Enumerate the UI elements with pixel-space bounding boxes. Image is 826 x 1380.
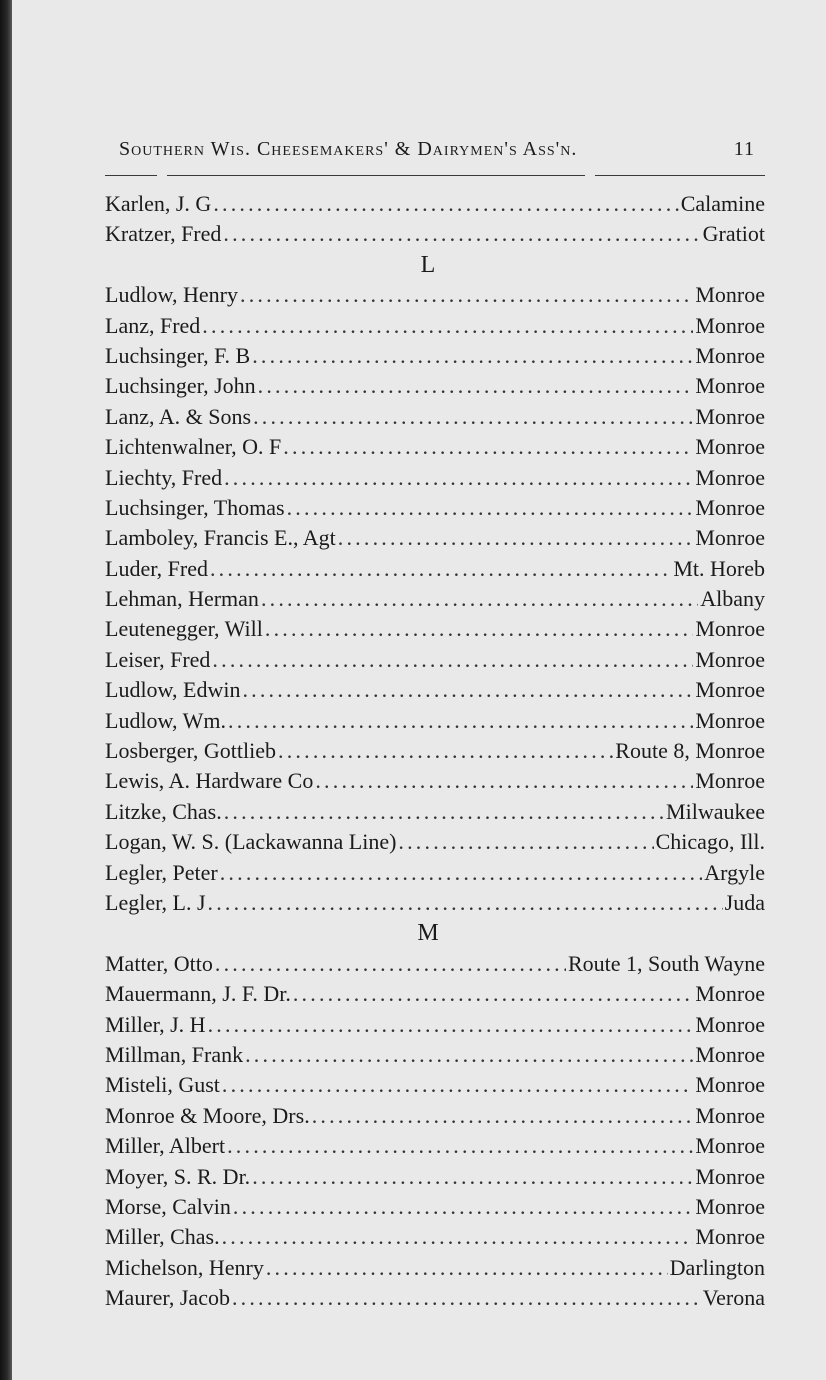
member-name: Ludlow, Edwin bbox=[105, 677, 241, 703]
list-item bbox=[105, 371, 765, 401]
section-letter: L bbox=[420, 251, 436, 278]
member-name: Ludlow, Henry bbox=[105, 282, 238, 308]
list-item bbox=[105, 584, 765, 614]
dot-leader bbox=[242, 675, 693, 705]
member-location: Monroe bbox=[695, 677, 765, 703]
member-name: Miller, J. H bbox=[105, 1011, 206, 1037]
member-name: Lehman, Herman bbox=[105, 586, 259, 612]
dot-leader bbox=[252, 341, 693, 371]
list-item bbox=[105, 280, 765, 310]
book-spine-edge bbox=[0, 0, 12, 1380]
dot-leader bbox=[398, 827, 653, 857]
dot-leader bbox=[208, 1010, 694, 1040]
member-name: Losberger, Gottlieb bbox=[105, 738, 277, 764]
dot-leader bbox=[240, 280, 693, 310]
dot-leader bbox=[245, 1040, 693, 1070]
member-location: Monroe bbox=[695, 1011, 765, 1037]
member-name: Lewis, A. Hardware Co bbox=[105, 768, 314, 794]
dot-leader bbox=[278, 736, 613, 766]
dot-leader bbox=[315, 766, 693, 796]
member-location: Monroe bbox=[695, 282, 765, 308]
member-name: Luchsinger, John bbox=[105, 373, 256, 399]
list-item bbox=[105, 1192, 765, 1222]
member-name: Moyer, S. R. Dr. bbox=[105, 1163, 251, 1189]
dot-leader bbox=[258, 371, 694, 401]
dot-leader bbox=[224, 463, 693, 493]
member-name: Mauermann, J. F. Dr. bbox=[105, 981, 291, 1007]
list-item bbox=[105, 493, 765, 523]
member-location: Monroe bbox=[695, 616, 765, 642]
member-location: Chicago, Ill. bbox=[655, 829, 765, 855]
list-item bbox=[105, 827, 765, 857]
member-location: Monroe bbox=[695, 403, 765, 429]
page-number: 11 bbox=[733, 138, 755, 160]
member-list bbox=[105, 189, 765, 1313]
list-item bbox=[105, 1283, 765, 1313]
member-name: Lanz, A. & Sons bbox=[105, 403, 252, 429]
dot-leader bbox=[233, 1192, 693, 1222]
list-item bbox=[105, 463, 765, 493]
dot-leader bbox=[252, 1162, 693, 1192]
member-location: Monroe bbox=[695, 768, 765, 794]
member-location: Verona bbox=[702, 1285, 765, 1311]
list-item bbox=[105, 1253, 765, 1283]
member-name: Miller, Chas. bbox=[105, 1224, 220, 1250]
list-item bbox=[105, 341, 765, 371]
dot-leader bbox=[287, 493, 694, 523]
member-name: Lanz, Fred bbox=[105, 312, 201, 338]
member-name: Luchsinger, F. B bbox=[105, 342, 251, 368]
dot-leader bbox=[223, 219, 700, 249]
member-location: Monroe bbox=[695, 1102, 765, 1128]
list-item bbox=[105, 736, 765, 766]
member-location: Monroe bbox=[695, 981, 765, 1007]
dot-leader bbox=[228, 706, 693, 736]
list-item bbox=[105, 402, 765, 432]
list-item bbox=[105, 949, 765, 979]
header-rule bbox=[105, 175, 765, 177]
member-name: Lamboley, Francis E., Agt bbox=[105, 525, 336, 551]
member-location: Monroe bbox=[695, 1224, 765, 1250]
list-item bbox=[105, 706, 765, 736]
list-item bbox=[105, 614, 765, 644]
member-name: Michelson, Henry bbox=[105, 1254, 264, 1280]
member-name: Karlen, J. G bbox=[105, 191, 212, 216]
member-location: Monroe bbox=[695, 1133, 765, 1159]
member-name: Luchsinger, Thomas bbox=[105, 494, 285, 520]
member-location: Monroe bbox=[695, 707, 765, 733]
list-item bbox=[105, 858, 765, 888]
member-name: Logan, W. S. (Lackawanna Line) bbox=[105, 829, 397, 855]
member-name: Misteli, Gust bbox=[105, 1072, 220, 1098]
dot-leader bbox=[253, 402, 693, 432]
list-item bbox=[105, 1162, 765, 1192]
dot-leader bbox=[232, 1283, 701, 1313]
member-location: Gratiot bbox=[702, 221, 765, 247]
member-location: Monroe bbox=[695, 1193, 765, 1219]
member-name: Lichtenwalner, O. F bbox=[105, 434, 282, 460]
list-item bbox=[105, 766, 765, 796]
list-item bbox=[105, 1101, 765, 1131]
list-item bbox=[105, 189, 765, 219]
dot-leader bbox=[265, 614, 693, 644]
dot-leader bbox=[266, 1253, 668, 1283]
member-location: Milwaukee bbox=[666, 798, 765, 824]
member-name: Liechty, Fred bbox=[105, 464, 223, 490]
page bbox=[105, 138, 765, 1313]
running-head bbox=[105, 138, 765, 161]
dot-leader bbox=[338, 523, 694, 553]
list-item bbox=[105, 979, 765, 1009]
page-header-title: Southern Wis. Cheesemakers' & Dairymen's Ass'n. bbox=[119, 138, 578, 160]
list-item bbox=[105, 554, 765, 584]
member-name: Maurer, Jacob bbox=[105, 1285, 230, 1311]
dot-leader bbox=[312, 1101, 694, 1131]
member-location: Monroe bbox=[695, 373, 765, 399]
member-name: Luder, Fred bbox=[105, 555, 208, 581]
dot-leader bbox=[202, 311, 693, 341]
member-location: Calamine bbox=[680, 191, 765, 216]
member-location: Route 1, South Wayne bbox=[567, 950, 765, 976]
member-name: Matter, Otto bbox=[105, 950, 213, 976]
member-location: Monroe bbox=[695, 646, 765, 672]
member-location: Monroe bbox=[695, 1041, 765, 1067]
dot-leader bbox=[227, 1131, 693, 1161]
member-name: Miller, Albert bbox=[105, 1133, 226, 1159]
member-location: Darlington bbox=[669, 1254, 765, 1280]
member-name: Monroe & Moore, Drs. bbox=[105, 1102, 310, 1128]
dot-leader bbox=[222, 1222, 694, 1252]
member-location: Monroe bbox=[695, 1163, 765, 1189]
list-item bbox=[105, 1070, 765, 1100]
dot-leader bbox=[222, 1070, 693, 1100]
member-location: Monroe bbox=[695, 1072, 765, 1098]
member-location: Monroe bbox=[695, 464, 765, 490]
member-location: Juda bbox=[724, 889, 765, 915]
member-name: Ludlow, Wm. bbox=[105, 707, 226, 733]
list-item bbox=[105, 311, 765, 341]
list-item bbox=[105, 219, 765, 249]
member-location: Monroe bbox=[695, 342, 765, 368]
list-item bbox=[105, 1010, 765, 1040]
list-item bbox=[105, 1040, 765, 1070]
list-item bbox=[105, 432, 765, 462]
member-location: Mt. Horeb bbox=[673, 555, 765, 581]
member-name: Morse, Calvin bbox=[105, 1193, 231, 1219]
list-item bbox=[105, 797, 765, 827]
dot-leader bbox=[208, 888, 723, 918]
member-location: Argyle bbox=[704, 859, 765, 885]
dot-leader bbox=[220, 858, 703, 888]
list-item bbox=[105, 675, 765, 705]
member-location: Albany bbox=[700, 586, 765, 612]
list-item bbox=[105, 523, 765, 553]
dot-leader bbox=[215, 949, 566, 979]
member-location: Monroe bbox=[695, 525, 765, 551]
list-item bbox=[105, 1131, 765, 1161]
dot-leader bbox=[293, 979, 694, 1009]
list-item bbox=[105, 645, 765, 675]
dot-leader bbox=[213, 189, 678, 219]
member-name: Kratzer, Fred bbox=[105, 221, 222, 247]
member-location: Route 8, Monroe bbox=[615, 738, 765, 764]
member-location: Monroe bbox=[695, 494, 765, 520]
dot-leader bbox=[210, 554, 671, 584]
dot-leader bbox=[224, 797, 664, 827]
dot-leader bbox=[261, 584, 698, 614]
member-name: Legler, Peter bbox=[105, 859, 218, 885]
section-letter: M bbox=[417, 920, 439, 947]
member-location: Monroe bbox=[695, 312, 765, 338]
dot-leader bbox=[283, 432, 693, 462]
member-name: Litzke, Chas. bbox=[105, 798, 222, 824]
member-name: Leiser, Fred bbox=[105, 646, 211, 672]
list-item bbox=[105, 888, 765, 918]
member-name: Leutenegger, Will bbox=[105, 616, 263, 642]
list-item bbox=[105, 1222, 765, 1252]
member-name: Millman, Frank bbox=[105, 1041, 244, 1067]
member-name: Legler, L. J bbox=[105, 889, 206, 915]
dot-leader bbox=[212, 645, 693, 675]
member-location: Monroe bbox=[695, 434, 765, 460]
